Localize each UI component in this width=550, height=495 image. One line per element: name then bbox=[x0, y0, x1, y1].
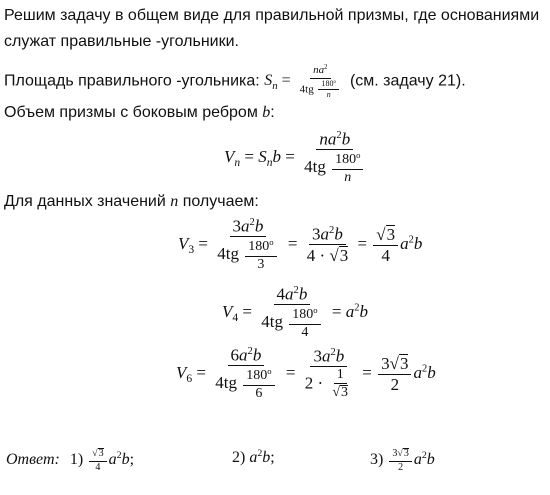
volume-v4-formula: $V_4$ = $4a^2b$ 4tg $\frac{180^o}{4}$ = $a^2b$ bbox=[222, 284, 368, 341]
area-formula: $S_n$ = $na^2$ 4tg $\frac{180^o}{n}$ bbox=[264, 72, 350, 89]
volume-v3-formula: $V_3$ = $3a^2b$ 4tg $\frac{180^o}{3}$ = $\frac{3a^2b}{4 \cdot √3}$ = $\frac{√3}{4}$ $a^2b$ bbox=[178, 216, 423, 273]
area-line bbox=[4, 64, 466, 99]
area-reference: (см. задачу 21). bbox=[349, 72, 466, 90]
intro-line-2: служат правильные -угольники. bbox=[4, 33, 239, 50]
values-intro: Для данных значений bbox=[4, 193, 166, 210]
volume-intro: Объем призмы с боковым ребром bbox=[4, 104, 258, 121]
answer-option-3-number: 3) bbox=[370, 451, 384, 469]
answer-option-2-number: 2) bbox=[232, 448, 246, 466]
answer-option-2: 2) $a^2b$; bbox=[232, 448, 275, 466]
answer-label: Ответ: bbox=[6, 451, 60, 469]
volume-v6-formula: $V_6$ = $6a^2b$ 4tg $\frac{180^o}{6}$ = $3a^2b$ 2 · $\frac{1}{√3}$ = $\frac{3√3}{2}$ $a^2b$ bbox=[176, 345, 436, 402]
intro-line-1: Решим задачу в общем виде для правильной призмы, где основаниями bbox=[4, 7, 540, 24]
values-tail: получаем: bbox=[182, 193, 259, 210]
answer-option-1: $\frac{√3}{4}$ $a^2b$; bbox=[87, 451, 134, 468]
values-intro-line: Для данных значений n получаем: bbox=[4, 193, 259, 210]
answer-line bbox=[6, 448, 546, 473]
volume-intro-line: Объем призмы с боковым ребром b: bbox=[4, 104, 275, 121]
answer-option-3: 3) $\frac{3√3}{2}$ $a^2b$ bbox=[370, 448, 435, 473]
volume-general-formula: $V_n = S_nb$ = $na^2b$ 4tg $\frac{180^o}{n}$ bbox=[224, 130, 370, 186]
answer-option-1-number: 1) bbox=[69, 451, 84, 469]
area-label: Площадь правильного -угольника: bbox=[4, 72, 260, 90]
